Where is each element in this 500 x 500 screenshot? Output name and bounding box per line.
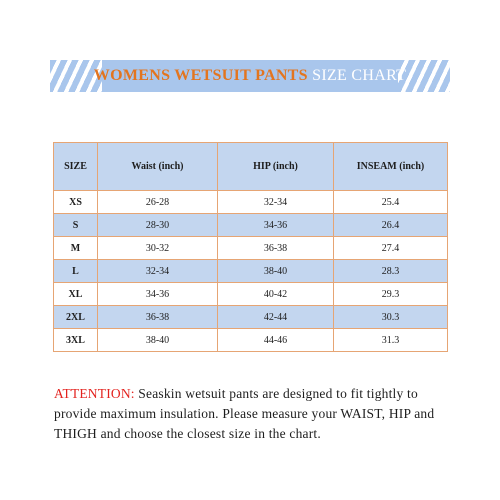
attention-text: Seaskin wetsuit pants are designed to fit tightly to provide maximum insulation. Please measure your WAIST, HIP and THIGH and choose the closest size in the chart.: [54, 386, 435, 441]
column-header-size: SIZE: [54, 143, 98, 191]
size-cell: XS: [54, 191, 98, 214]
size-cell: 2XL: [54, 306, 98, 329]
attention-note: [54, 384, 454, 444]
hip-cell: 32-34: [218, 191, 334, 214]
page-title-highlight: WOMENS WETSUIT PANTS: [93, 67, 308, 84]
size-cell: M: [54, 237, 98, 260]
inseam-cell: 27.4: [334, 237, 448, 260]
table-header-row: [54, 143, 448, 191]
table-row: [54, 214, 448, 237]
inseam-cell: 28.3: [334, 260, 448, 283]
page-title-rest: SIZE CHART: [307, 67, 407, 84]
inseam-cell: 30.3: [334, 306, 448, 329]
hip-cell: 34-36: [218, 214, 334, 237]
size-cell: L: [54, 260, 98, 283]
table-row: [54, 329, 448, 352]
hip-cell: 40-42: [218, 283, 334, 306]
column-header-inseam: INSEAM (inch): [334, 143, 448, 191]
inseam-cell: 29.3: [334, 283, 448, 306]
hip-cell: 36-38: [218, 237, 334, 260]
waist-cell: 38-40: [98, 329, 218, 352]
table-row: [54, 260, 448, 283]
table-row: [54, 237, 448, 260]
waist-cell: 32-34: [98, 260, 218, 283]
page-title: [50, 60, 450, 92]
hip-cell: 38-40: [218, 260, 334, 283]
column-header-hip: HIP (inch): [218, 143, 334, 191]
column-header-waist: Waist (inch): [98, 143, 218, 191]
waist-cell: 30-32: [98, 237, 218, 260]
table-row: [54, 191, 448, 214]
size-cell: 3XL: [54, 329, 98, 352]
title-banner: [50, 60, 450, 92]
inseam-cell: 26.4: [334, 214, 448, 237]
table-row: [54, 306, 448, 329]
inseam-cell: 25.4: [334, 191, 448, 214]
inseam-cell: 31.3: [334, 329, 448, 352]
hip-cell: 42-44: [218, 306, 334, 329]
size-chart-table: [53, 142, 448, 352]
waist-cell: 34-36: [98, 283, 218, 306]
waist-cell: 28-30: [98, 214, 218, 237]
attention-label: ATTENTION:: [54, 386, 135, 401]
waist-cell: 26-28: [98, 191, 218, 214]
table-row: [54, 283, 448, 306]
size-cell: S: [54, 214, 98, 237]
waist-cell: 36-38: [98, 306, 218, 329]
size-cell: XL: [54, 283, 98, 306]
hip-cell: 44-46: [218, 329, 334, 352]
